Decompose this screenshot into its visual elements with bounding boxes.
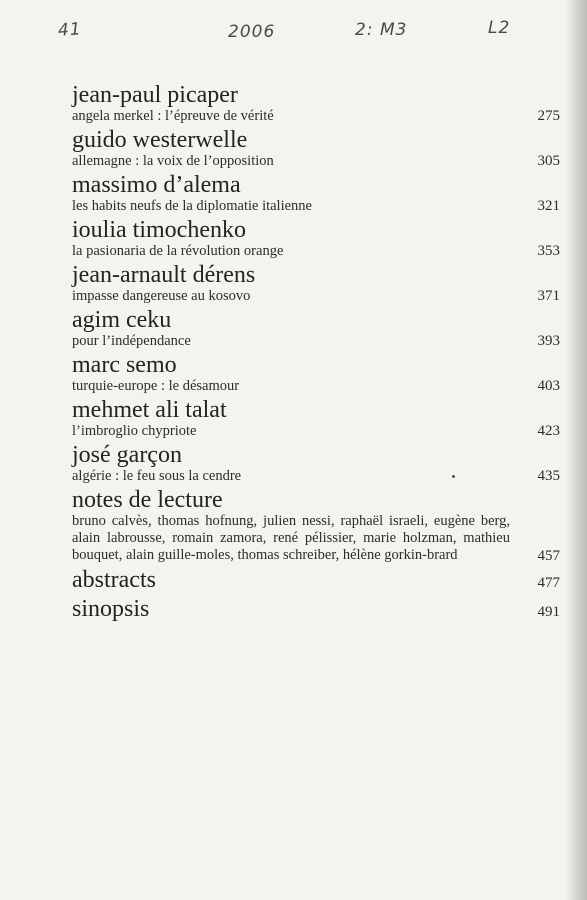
entry-page: 371: [537, 288, 560, 304]
entry-title: la pasionaria de la révolution orange: [72, 243, 284, 259]
entry-title: angela merkel : l’épreuve de vérité: [72, 108, 274, 124]
notes-authors: bruno calvès, thomas hofnung, julien nessi, raphaël israeli, eugène berg, alain labrousse, romain zamora, rené pélissier, marie holzman, mathieu bouquet, alain guille-moles, thomas schreiber, hélène gorkin-brard: [72, 513, 510, 563]
entry-title: pour l’indépendance: [72, 333, 191, 349]
notes-page: 457: [537, 548, 560, 564]
handwritten-note-1: 41: [57, 19, 83, 41]
entry-page: 353: [537, 243, 560, 259]
toc-entry: [72, 217, 560, 259]
entry-author: josé garçon: [72, 442, 182, 468]
entry-author: mehmet ali talat: [72, 397, 227, 423]
toc-entry-abstracts: [72, 567, 560, 593]
page-edge-shadow: [565, 0, 587, 900]
entry-author: massimo d’alema: [72, 172, 241, 198]
toc-entry: [72, 352, 560, 394]
toc-entry: [72, 262, 560, 304]
entry-page: 321: [537, 198, 560, 214]
entry-author: jean-arnault dérens: [72, 262, 256, 288]
entry-page: 423: [537, 423, 560, 439]
entry-title: algérie : le feu sous la cendre: [72, 468, 242, 484]
entry-title: allemagne : la voix de l’opposition: [72, 153, 274, 169]
toc-entry: [72, 307, 560, 349]
abstracts-title: abstracts: [72, 567, 156, 593]
entry-author: guido westerwelle: [72, 127, 248, 153]
toc-entry: [72, 172, 560, 214]
entry-page: 305: [537, 153, 560, 169]
table-of-contents: [72, 82, 560, 625]
entry-author: marc semo: [72, 352, 177, 378]
entry-title: l’imbroglio chypriote: [72, 423, 197, 439]
toc-entry: [72, 442, 560, 484]
entry-author: ioulia timochenko: [72, 217, 246, 243]
entry-title: les habits neufs de la diplomatie italienne: [72, 198, 312, 214]
toc-entry: [72, 397, 560, 439]
handwritten-note-2: 2: M3: [355, 20, 408, 40]
abstracts-page: 477: [537, 575, 560, 591]
toc-entry-notes: [72, 487, 560, 564]
sinopsis-page: 491: [537, 604, 560, 620]
entry-author: agim ceku: [72, 307, 172, 333]
notes-title: notes de lecture: [72, 487, 223, 513]
entry-author: jean-paul picaper: [72, 82, 238, 108]
entry-title: turquie-europe : le désamour: [72, 378, 240, 394]
entry-page: 275: [537, 108, 560, 124]
toc-entry-sinopsis: [72, 596, 560, 622]
entry-page: 435: [537, 468, 560, 484]
toc-entry: [72, 127, 560, 169]
ink-speck: [452, 475, 455, 478]
sinopsis-title: sinopsis: [72, 596, 150, 622]
entry-page: 403: [537, 378, 560, 394]
handwritten-note-3: L2: [488, 18, 511, 38]
handwritten-year: 2006: [228, 22, 276, 42]
entry-title: impasse dangereuse au kosovo: [72, 288, 251, 304]
toc-entry: [72, 82, 560, 124]
entry-page: 393: [537, 333, 560, 349]
